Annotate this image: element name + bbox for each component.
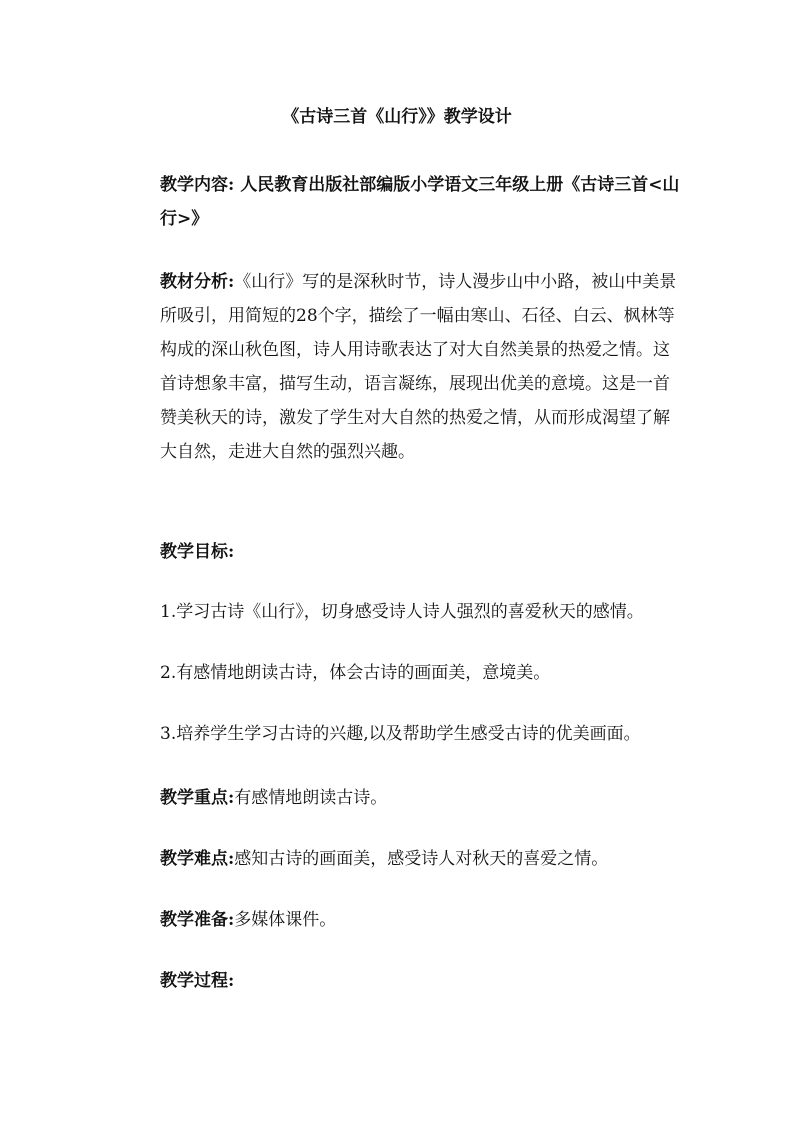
key-point-label: 教学重点: [160,788,235,808]
objective-item-2: 2.有感情地朗读古诗，体会古诗的画面美，意境美。 [160,663,551,683]
preparation-text: 多媒体课件。 [234,910,337,930]
difficulty-line [160,847,700,871]
document-title: 《古诗三首《山行》》教学设计 [282,107,512,127]
key-point-text: 有感情地朗读古诗。 [234,788,388,808]
preparation-line [160,908,700,932]
objective-item-3: 3.培养学生学习古诗的兴趣,以及帮助学生感受古诗的优美画面。 [160,724,641,744]
key-point-line [160,786,700,810]
teaching-content-paragraph: 教学内容: 人民教育出版社部编版小学语文三年级上册《古诗三首<山行>》 [160,175,680,229]
material-analysis-paragraph [160,265,680,469]
material-analysis-label: 教材分析: [160,272,235,292]
difficulty-text: 感知古诗的画面美，感受诗人对秋天的喜爱之情。 [234,849,609,869]
preparation-label: 教学准备: [160,910,235,930]
teaching-objectives-heading: 教学目标: [160,542,235,562]
teaching-process-heading: 教学过程: [160,971,235,991]
objective-item-1: 1.学习古诗《山行》，切身感受诗人诗人强烈的喜爱秋天的感情。 [160,602,644,622]
difficulty-label: 教学难点: [160,849,235,869]
material-analysis-text: 《山行》写的是深秋时节，诗人漫步山中小路，被山中美景所吸引，用简短的28个字，描绘了一幅由寒山、石径、白云、枫林等构成的深山秋色图，诗人用诗歌表达了对大自然美景的热爱之情。这首诗想象丰富，描写生动，语言凝练，展现出优美的意境。这是一首赞美秋天的诗，激发了学生对大自然的热爱之情，从而形成渴望了解大自然，走进大自然的强烈兴趣。 [160,272,677,462]
